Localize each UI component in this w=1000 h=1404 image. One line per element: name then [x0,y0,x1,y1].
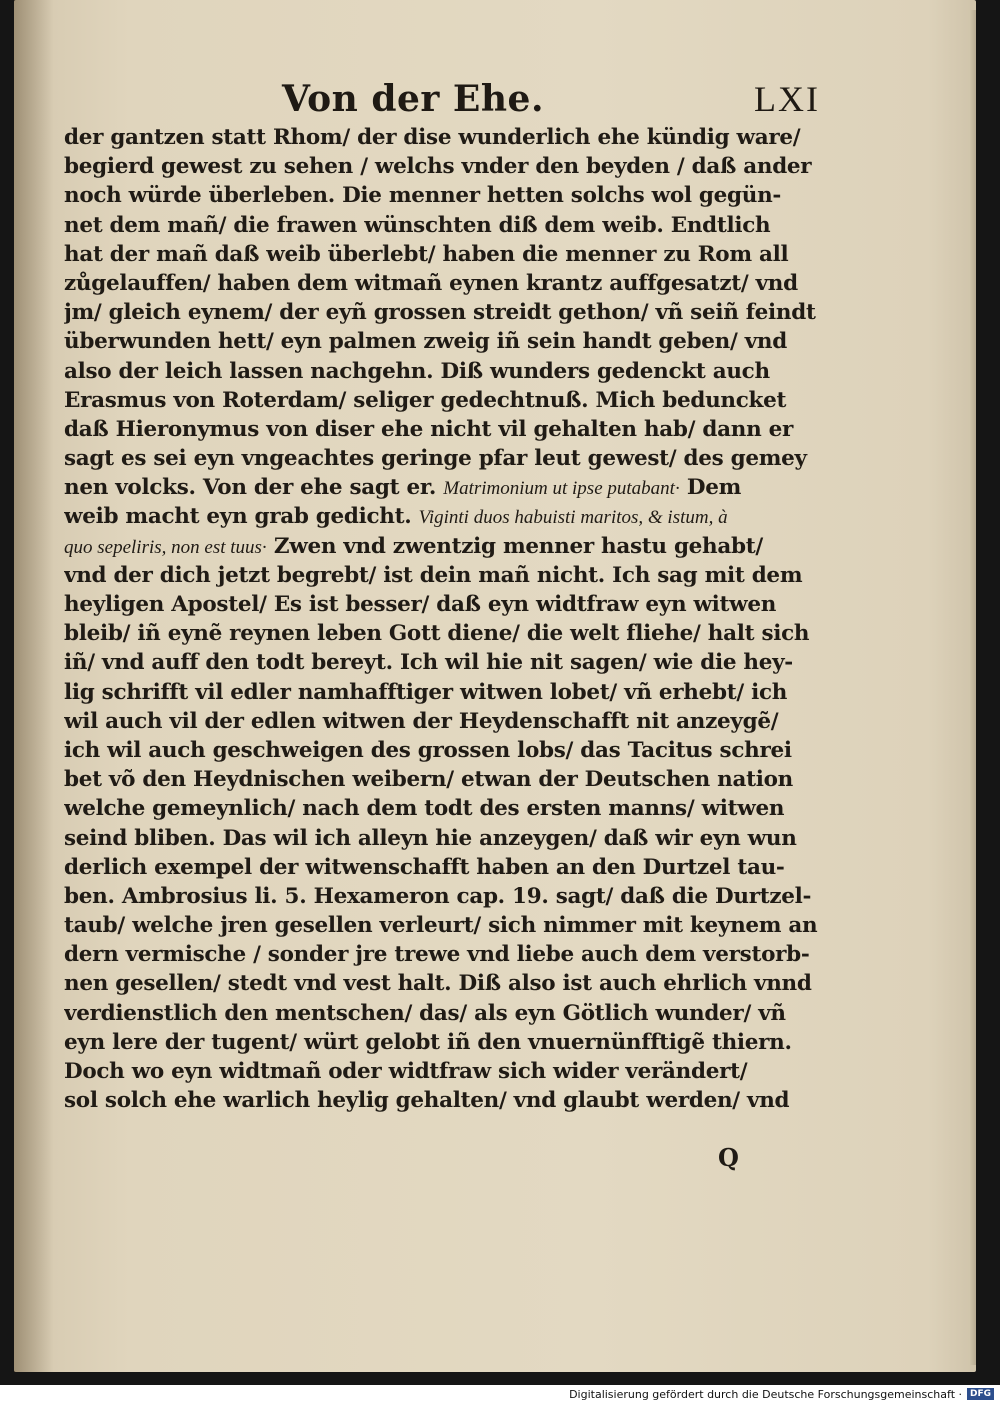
text-line [64,1057,824,1086]
line-text: weib macht eyn grab gedicht. [64,504,419,530]
text-line [64,736,824,765]
line-text: also der leich lassen nachgehn. Diß wunders gedenckt auch [64,358,770,384]
text-line [64,240,824,269]
line-text: heyligen Apostel/ Es ist besser/ daß eyn widtfraw eyn witwen [64,592,777,617]
line-text: taub/ welche jren gesellen verleurt/ sich nimmer mit keynem an [64,913,818,939]
line-text: sol solch ehe warlich heylig gehalten/ vnd glaubt werden/ vnd [64,1088,790,1114]
line-text: net dem mañ/ die frawen wünschten diß dem weib. Endtlich [64,212,771,238]
line-text: seind bliben. Das wil ich alleyn hie anzeygen/ daß wir eyn wun [64,825,797,851]
text-line [64,1086,824,1115]
text-line [64,853,824,882]
latin-quotation: Matrimonium ut ipse putabant· [443,478,680,500]
text-line [64,473,824,502]
folio-number: LXI [754,79,820,119]
latin-quotation: quo sepeliris, non est tuus· [64,536,267,558]
footer-bar [0,1385,1000,1404]
text-line [64,327,824,356]
line-text: noch würde überleben. Die menner hetten solchs wol gegün- [64,183,782,209]
line-text: Erasmus von Roterdam/ seliger gedechtnuß. Mich beduncket [64,387,787,413]
text-line [64,386,824,415]
line-text: wil auch vil der edlen witwen der Heydenschafft nit anzeygẽ/ [64,708,779,734]
text-line [64,969,824,998]
line-text: bleib/ iñ eynẽ reynen leben Gott diene/ die welt fliehe/ halt sich [64,621,810,647]
line-text: eyn lere der tugent/ würt gelobt iñ den vnuernünfftigẽ thiern. [64,1029,792,1055]
text-line [64,269,824,298]
line-text: begierd gewest zu sehen / welchs vnder den beyden / daß ander [64,154,812,180]
text-line [64,648,824,677]
line-text: lig schrifft vil edler namhafftiger witwen lobet/ vñ erhebt/ ich [64,679,788,705]
page-header [230,70,830,130]
line-text: der gantzen statt Rhom/ der dise wunderlich ehe kündig ware/ [64,125,801,150]
line-text: Doch wo eyn widtmañ oder widtfraw sich wider verändert/ [64,1059,748,1084]
page-edge [969,10,976,1365]
text-line [64,882,824,911]
line-text: bet võ den Heydnischen weibern/ etwan der Deutschen nation [64,767,794,793]
line-text: zůgelauffen/ haben dem witmañ eynen krantz auffgesatzt/ vnd [64,270,798,296]
line-text: iñ/ vnd auff den todt bereyt. Ich wil hie nit sagen/ wie die hey- [64,650,793,676]
line-text: nen gesellen/ stedt vnd vest halt. Diß also ist auch ehrlich vnnd [64,971,812,997]
text-line [64,123,824,152]
text-block [64,123,824,1115]
text-line [64,532,824,561]
line-text: ben. Ambrosius li. 5. Hexameron cap. 19. sagt/ daß die Durtzel- [64,883,812,909]
text-line [64,357,824,386]
text-line [64,561,824,590]
text-line [64,619,824,648]
text-line [64,1028,824,1057]
text-line [64,590,824,619]
gutter-shadow [14,0,54,1372]
line-text: derlich exempel der witwenschafft haben an den Durtzel tau- [64,854,785,880]
text-line [64,415,824,444]
text-line [64,444,824,473]
line-text: verdienstlich den mentschen/ das/ als eyn Götlich wunder/ vñ [64,1000,786,1026]
text-line [64,911,824,940]
line-text: sagt es sei eyn vngeachtes geringe pfar leut gewest/ des gemey [64,446,807,472]
line-text: Zwen vnd zwentzig menner hastu gehabt/ [266,533,763,559]
line-text: jm/ gleich eynem/ der eyñ grossen streidt gethon/ vñ seiñ feindt [64,300,816,326]
text-line [64,765,824,794]
text-line [64,678,824,707]
line-text: ich wil auch geschweigen des grossen lobs/ das Tacitus schrei [64,737,792,763]
dfg-logo: DFG [967,1388,994,1400]
line-text: nen volcks. Von der ehe sagt er. [64,475,444,501]
text-line [64,940,824,969]
line-text: überwunden hett/ eyn palmen zweig iñ sein handt geben/ vnd [64,329,787,355]
text-line [64,181,824,210]
line-text: hat der mañ daß weib überlebt/ haben die menner zu Rom all [64,241,789,267]
text-line [64,707,824,736]
line-text: welche gemeynlich/ nach dem todt des ersten manns/ witwen [64,796,785,822]
text-line [64,211,824,240]
running-head: Von der Ehe. [282,78,544,120]
text-line [64,999,824,1028]
line-text: daß Hieronymus von diser ehe nicht vil gehalten hab/ dann er [64,416,793,442]
latin-quotation: Viginti duos habuisti maritos, & istum, à [418,507,728,529]
text-line [64,298,824,327]
text-line [64,824,824,853]
footer-credit: Digitalisierung gefördert durch die Deutsche Forschungsgemeinschaft · [569,1388,962,1401]
text-line [64,152,824,181]
catchword: Q [718,1143,739,1172]
line-text: Dem [679,475,742,501]
line-text: vnd der dich jetzt begrebt/ ist dein mañ nicht. Ich sag mit dem [64,562,803,588]
text-line [64,502,824,531]
line-text: dern vermische / sonder jre trewe vnd liebe auch dem verstorb- [64,942,810,968]
text-line [64,794,824,823]
